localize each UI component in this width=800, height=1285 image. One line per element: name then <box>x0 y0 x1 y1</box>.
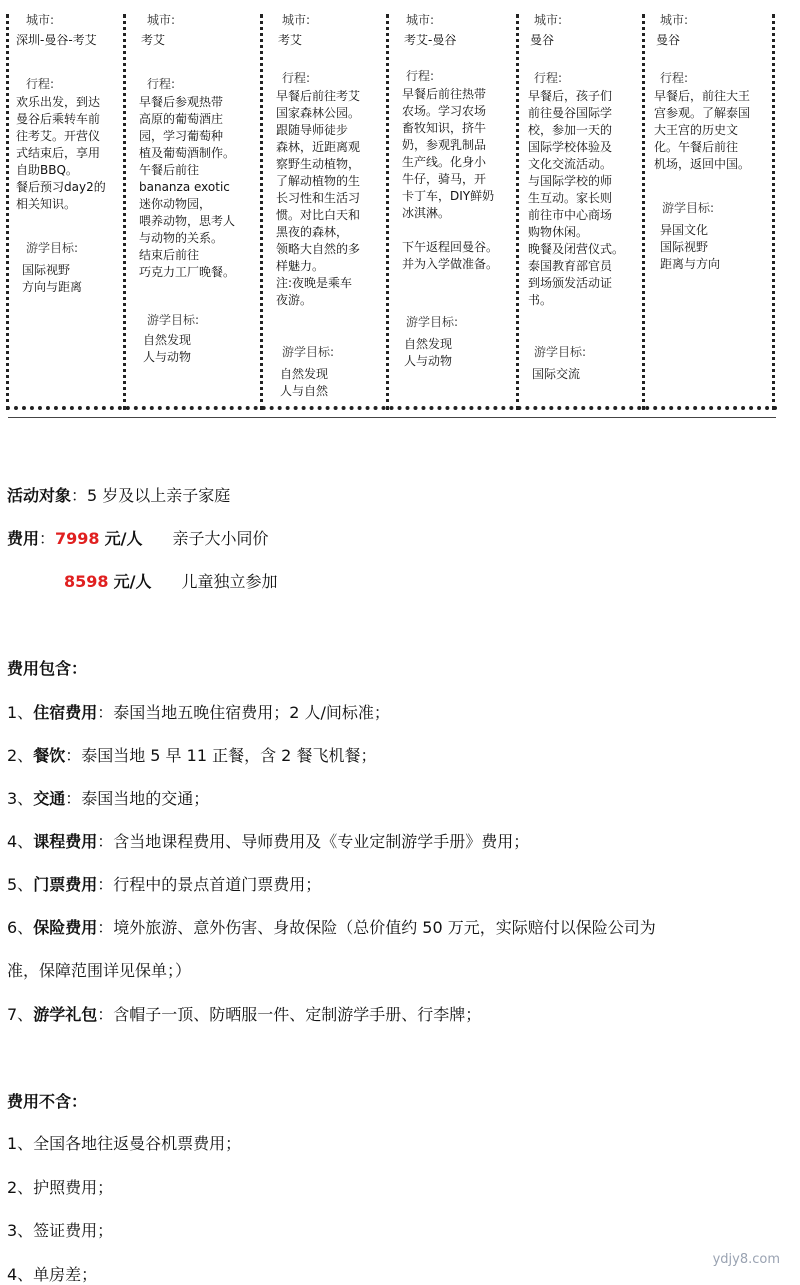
itinerary-label: 行程: <box>147 77 176 91</box>
itinerary-label: 行程: <box>26 77 55 91</box>
audience-value: 5 岁及以上亲子家庭 <box>87 486 231 505</box>
includes-item: 5、门票费用：行程中的景点首道门票费用； <box>7 875 322 894</box>
price-unit-family: 元/人 <box>104 529 143 548</box>
city-label: 城市: <box>534 13 563 27</box>
goal-text: 自然发现 人与动物 <box>143 333 192 364</box>
city-label: 城市: <box>26 13 55 27</box>
city-label: 城市: <box>282 13 311 27</box>
itinerary-label: 行程: <box>534 71 563 85</box>
includes-title: 费用包含： <box>7 659 88 678</box>
price-note-family: 亲子大小同价 <box>172 529 269 548</box>
includes-item: 2、餐饮：泰国当地 5 早 11 正餐，含 2 餐飞机餐； <box>7 746 377 765</box>
audience-label: 活动对象 <box>7 486 72 505</box>
city-name: 考艾 <box>278 33 303 47</box>
price-note-child: 儿童独立参加 <box>181 572 278 591</box>
itinerary-table <box>6 6 776 410</box>
column-divider <box>386 14 389 410</box>
table-bottom-border <box>6 406 778 410</box>
city-label: 城市: <box>660 13 689 27</box>
city-label: 城市: <box>147 13 176 27</box>
city-label: 城市: <box>406 13 435 27</box>
itinerary-label: 行程: <box>406 69 435 83</box>
price-family: 7998 <box>55 529 100 548</box>
includes-item: 7、游学礼包：含帽子一顶、防晒服一件、定制游学手册、行李牌； <box>7 1005 482 1024</box>
itinerary-label: 行程: <box>282 71 311 85</box>
fee-line-2 <box>64 569 278 592</box>
itinerary-text: 早餐后，孩子们 前往曼谷国际学 校，参加一天的 国际学校体验及 文化交流活动。 与国际学校的师 生互动。家长则 前往市中心商场 购物休闲。 晚餐及闭营仪式。 泰国教育部官员 到场颁发活动证 书。 <box>528 89 625 307</box>
goal-label: 游学目标: <box>147 313 200 327</box>
excludes-item: 3、签证费用； <box>7 1221 114 1240</box>
excludes-item: 4、单房差； <box>7 1265 98 1284</box>
itinerary-text: 早餐后前往考艾 国家森林公园。 跟随导师徒步 森林，近距离观 察野生动植物， 了解动植物的生 长习性和生活习 惯。对比白天和 黑夜的森林， 领略大自然的多 样魅力。 注:夜晚是乘车 夜游。 <box>276 89 361 307</box>
goal-label: 游学目标: <box>534 345 587 359</box>
itinerary-text: 早餐后，前往大王 宫参观。了解泰国 大王宫的历史文 化。午餐后前往 机场，返回中国。 <box>654 89 751 171</box>
includes-item: 4、课程费用：含当地课程费用、导师费用及《专业定制游学手册》费用； <box>7 832 530 851</box>
goal-text: 国际交流 <box>532 367 581 381</box>
itinerary-label: 行程: <box>660 71 689 85</box>
goal-label: 游学目标: <box>26 241 79 255</box>
includes-item: 3、交通：泰国当地的交通； <box>7 789 210 808</box>
goal-label: 游学目标: <box>282 345 335 359</box>
itinerary-text: 早餐后前往热带 农场。学习农场 畜牧知识，挤牛 奶，参观乳制品 生产线。化身小 牛仔，骑马，开 卡丁车，DIY鲜奶 冰淇淋。 下午返程回曼谷。 并为入学做准备。 <box>402 87 499 271</box>
excludes-item: 2、护照费用； <box>7 1178 114 1197</box>
section-divider <box>8 417 776 418</box>
price-child: 8598 <box>64 572 109 591</box>
column-divider <box>772 14 775 410</box>
city-name: 深圳-曼谷-考艾 <box>16 33 97 47</box>
goal-text: 自然发现 人与动物 <box>404 337 453 368</box>
fee-sep: ： <box>39 529 56 548</box>
excludes-title: 费用不含： <box>7 1092 88 1111</box>
price-unit-child: 元/人 <box>113 572 152 591</box>
includes-item: 1、住宿费用：泰国当地五晚住宿费用；2 人/间标准； <box>7 703 390 722</box>
goal-text: 异国文化 国际视野 距离与方向 <box>660 223 721 271</box>
city-name: 考艾-曼谷 <box>404 33 457 47</box>
goal-label: 游学目标: <box>406 315 459 329</box>
city-name: 考艾 <box>141 33 166 47</box>
column-divider <box>6 14 9 410</box>
includes-item: 6、保险费用：境外旅游、意外伤害、身故保险（总价值约 50 万元，实际赔付以保险公司为 <box>7 918 656 937</box>
city-name: 曼谷 <box>530 33 555 47</box>
goal-label: 游学目标: <box>662 201 715 215</box>
audience-line <box>7 483 230 506</box>
fee-label: 费用 <box>7 529 40 548</box>
includes-item-continuation: 准，保障范围详见保单；） <box>7 961 192 980</box>
watermark: ydjy8.com <box>712 1252 780 1267</box>
fee-line-1 <box>7 526 269 549</box>
city-name: 曼谷 <box>656 33 681 47</box>
excludes-item: 1、全国各地往返曼谷机票费用； <box>7 1134 242 1153</box>
itinerary-text: 早餐后参观热带 高原的葡萄酒庄 园，学习葡萄种 植及葡萄酒制作。 午餐后前往 bananza exotic 迷你动物园， 喂养动物，思考人 与动物的关系。 结束后前往 巧克力工厂晚餐。 <box>139 95 236 279</box>
goal-text: 国际视野 方向与距离 <box>22 263 83 294</box>
itinerary-text: 欢乐出发，到达 曼谷后乘转车前 往考艾。开营仪 式结束后，享用 自助BBQ。 餐后预习day2的 相关知识。 <box>16 95 106 211</box>
audience-sep: ： <box>71 486 88 505</box>
goal-text: 自然发现 人与自然 <box>280 367 329 398</box>
